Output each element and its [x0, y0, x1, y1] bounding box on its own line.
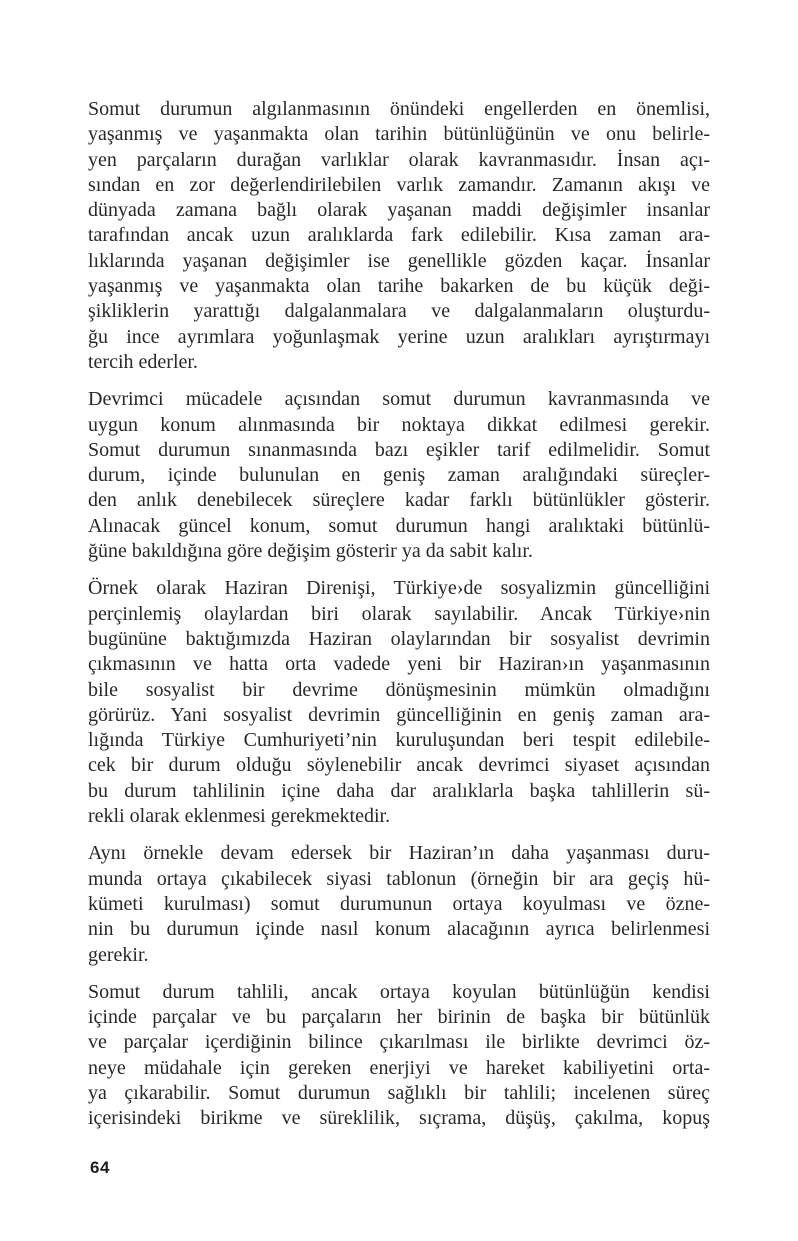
paragraph — [88, 576, 710, 829]
text-line: bile sosyalist bir devrime dönüşmesinin mümkün olmadığını — [88, 678, 710, 701]
text-line: Somut durumun sınanmasında bazı eşikler tarif edilmelidir. Somut — [88, 438, 710, 461]
paragraph — [88, 841, 710, 967]
text-line: sından en zor değerlendirilebilen varlık zamandır. Zamanın akışı ve — [88, 173, 710, 196]
text-line: yaşanmış ve yaşanmakta olan tarihe bakarken de bu küçük deği- — [88, 275, 710, 298]
text-line: den anlık denebilecek süreçlere kadar farklı bütünlükler gösterir. — [88, 489, 710, 512]
text-line: durum, içinde bulunulan en geniş zaman aralığındaki süreçler- — [88, 464, 710, 487]
text-line: tercih ederler. — [88, 350, 198, 373]
paragraph — [88, 980, 710, 1132]
text-line: Aynı örnekle devam edersek bir Haziran’ın daha yaşanması duru- — [88, 842, 710, 865]
text-line: görürüz. Yani sosyalist devrimin güncelliğinin en geniş zaman ara- — [88, 703, 710, 726]
text-line: Örnek olarak Haziran Direnişi, Türkiye›de sosyalizmin güncelliğini — [88, 577, 710, 600]
text-line: içerisindeki birikme ve süreklilik, sıçrama, düşüş, çakılma, kopuş — [88, 1107, 710, 1130]
text-line: yaşanmış ve yaşanmakta olan tarihin bütünlüğünün ve onu belirle- — [88, 123, 710, 146]
text-line: Somut durum tahlili, ancak ortaya koyulan bütünlüğün kendisi — [88, 980, 710, 1003]
text-line: içinde parçalar ve bu parçaların her birinin de başka bir bütünlük — [88, 1006, 710, 1029]
text-line: Devrimci mücadele açısından somut durumun kavranmasında ve — [88, 388, 710, 411]
text-line: ğu ince ayrımlara yoğunlaşmak yerine uzun aralıkları ayrıştırmayı — [88, 325, 710, 348]
text-line: Alınacak güncel konum, somut durumun hangi aralıktaki bütünlü- — [88, 514, 710, 537]
text-line: munda ortaya çıkabilecek siyasi tablonun (örneğin bir ara geçiş hü- — [88, 867, 710, 890]
text-line: dünyada zamana bağlı olarak yaşanan maddi değişimler insanlar — [88, 199, 710, 222]
text-line: Somut durumun algılanmasının önündeki engellerden en önemlisi, — [88, 98, 710, 120]
text-line: cek bir durum olduğu söylenebilir ancak devrimci siyaset açısından — [88, 754, 710, 777]
text-line: ğüne bakıldığına göre değişim gösterir ya da sabit kalır. — [88, 540, 533, 563]
text-line: bu durum tahlilinin içine daha dar aralıklarla başka tahlillerin sü- — [88, 779, 710, 802]
text-line: nin bu durumun içinde nasıl konum alacağının ayrıca belirlenmesi — [88, 918, 710, 941]
text-line: ve parçalar içerdiğinin bilince çıkarılması ile birlikte devrimci öz- — [88, 1031, 710, 1054]
text-line: lıklarında yaşanan değişimler ise genellikle gözden kaçar. İnsanlar — [88, 249, 710, 272]
text-line: gerekir. — [88, 943, 149, 966]
text-block — [88, 97, 710, 1144]
text-line: şikliklerin yarattığı dalgalanmalara ve dalgalanmaların oluşturdu- — [88, 300, 710, 323]
text-line: perçinlemiş olaylardan biri olarak sayılabilir. Ancak Türkiye›nin — [88, 602, 710, 625]
text-line: uygun konum alınmasında bir noktaya dikkat edilmesi gerekir. — [88, 413, 710, 436]
text-line: yen parçaların durağan varlıklar olarak kavranmasıdır. İnsan açı- — [88, 148, 710, 171]
page-number: 64 — [90, 1158, 110, 1177]
text-line: çıkmasının ve hatta orta vadede yeni bir Haziran›ın yaşanmasının — [88, 653, 710, 676]
text-line: rekli olarak eklenmesi gerekmektedir. — [88, 805, 391, 828]
text-line: kümeti kurulması) somut durumunun ortaya koyulması ve özne- — [88, 892, 710, 915]
text-line: lığında Türkiye Cumhuriyeti’nin kuruluşundan beri tespit edilebile- — [88, 729, 710, 752]
text-line: neye müdahale için gereken enerjiyi ve hareket kabiliyetini orta- — [88, 1056, 710, 1079]
paragraph — [88, 97, 710, 375]
text-line: bugününe baktığımızda Haziran olaylarından bir sosyalist devrimin — [88, 627, 710, 650]
text-line: tarafından ancak uzun aralıklarda fark edilebilir. Kısa zaman ara- — [88, 224, 710, 247]
paragraph — [88, 387, 710, 564]
text-line: ya çıkarabilir. Somut durumun sağlıklı bir tahlili; incelenen süreç — [88, 1081, 710, 1104]
